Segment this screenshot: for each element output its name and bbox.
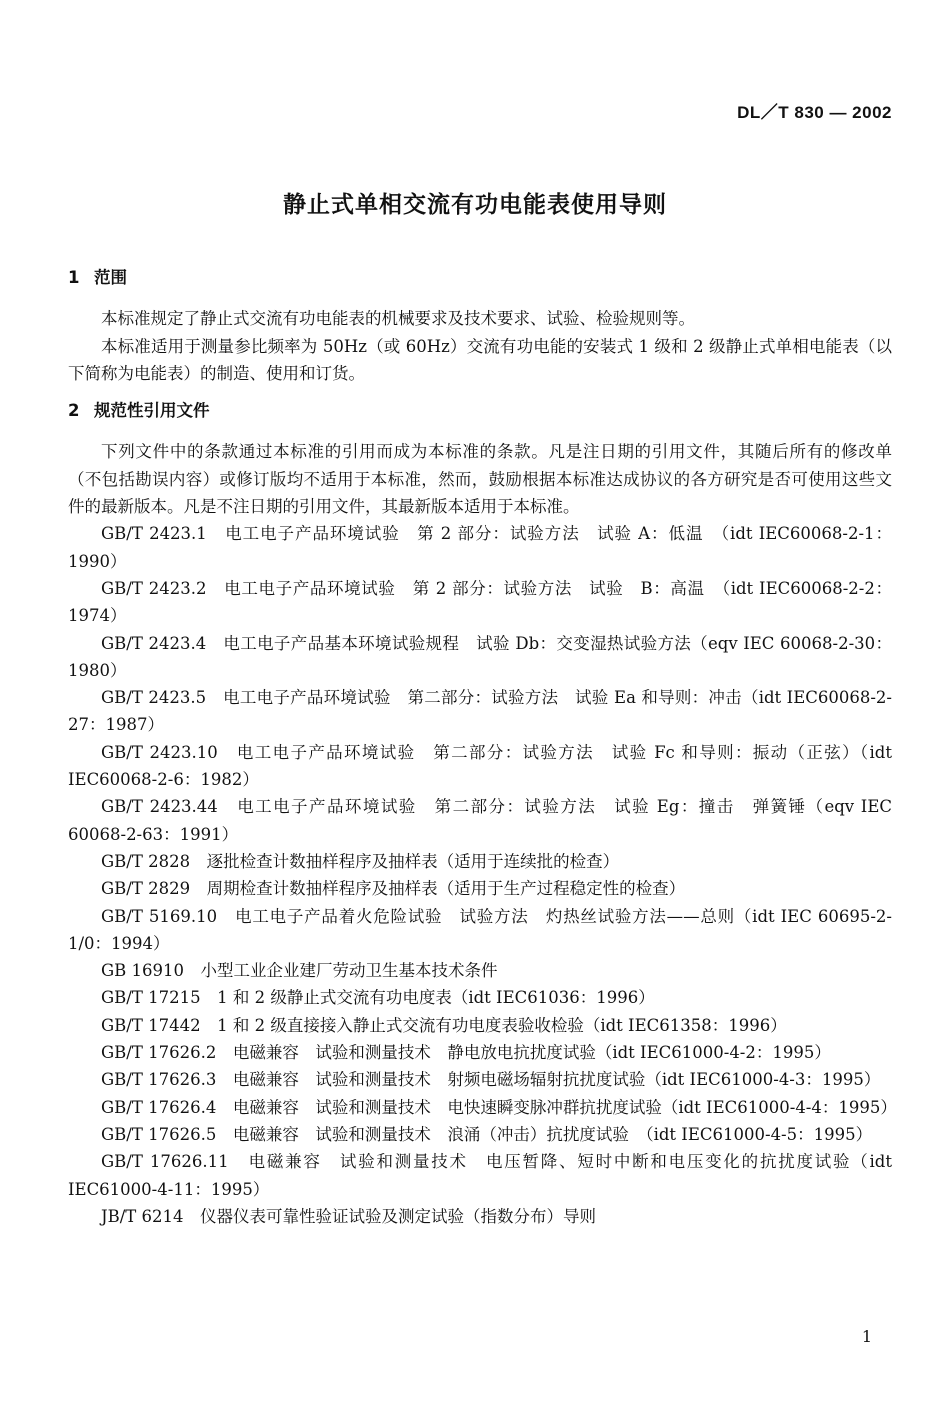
section-heading-normative-references [68, 397, 892, 424]
reference-item: GB/T 2828 逐批检查计数抽样程序及抽样表（适用于连续批的检查） [101, 851, 620, 871]
paragraph: 本标准规定了静止式交流有功电能表的机械要求及技术要求、试验、检验规则等。 [101, 309, 695, 329]
reference-item: GB/T 2829 周期检查计数抽样程序及抽样表（适用于生产过程稳定性的检查） [101, 879, 686, 899]
paragraph: 下列文件中的条款通过本标准的引用而成为本标准的条款。凡是注日期的引用文件，其随后所有的修改单（不包括勘误内容）或修订版均不适用于本标准，然而，鼓励根据本标准达成协议的各方研究是否可使用这些文件的最新版本。凡是不注日期的引用文件，其最新版本适用于本标准。 [68, 442, 892, 517]
standard-number: DL／T 830 — 2002 [737, 103, 892, 122]
section-heading-scope [68, 264, 892, 291]
document-body [68, 264, 897, 1230]
reference-item: GB/T 2423.1 电工电子产品环境试验 第 2 部分：试验方法 试验 A：低温 （idt IEC60068-2-1：1990） [68, 524, 892, 571]
reference-item: GB 16910 小型工业企业建厂劳动卫生基本技术条件 [101, 961, 498, 981]
reference-item: GB/T 17626.5 电磁兼容 试验和测量技术 浪涌（冲击）抗扰度试验 （idt IEC61000-4-5：1995） [101, 1124, 873, 1144]
reference-item: GB/T 17626.2 电磁兼容 试验和测量技术 静电放电抗扰度试验（idt IEC61000-4-2：1995） [101, 1043, 831, 1063]
section-title: 规范性引用文件 [94, 401, 210, 421]
reference-item: GB/T 2423.10 电工电子产品环境试验 第二部分：试验方法 试验 Fc 和导则：振动（正弦）（idt IEC60068-2-6：1982） [68, 742, 892, 790]
reference-item: GB/T 2423.4 电工电子产品基本环境试验规程 试验 Db：交变湿热试验方法（eqv IEC 60068-2-30：1980） [68, 633, 892, 680]
section-number: 1 [68, 268, 80, 287]
reference-item: GB/T 2423.5 电工电子产品环境试验 第二部分：试验方法 试验 Ea 和导则：冲击（idt IEC60068-2-27：1987） [68, 688, 892, 735]
section-title: 范围 [94, 268, 127, 287]
reference-item: GB/T 17626.4 电磁兼容 试验和测量技术 电快速瞬变脉冲群抗扰度试验（idt IEC61000-4-4：1995） [101, 1097, 897, 1117]
reference-item: GB/T 17626.3 电磁兼容 试验和测量技术 射频电磁场辐射抗扰度试验（idt IEC61000-4-3：1995） [101, 1070, 881, 1090]
document-title: 静止式单相交流有功电能表使用导则 [283, 192, 667, 218]
reference-item: GB/T 17442 1 和 2 级直接接入静止式交流有功电度表验收检验（idt IEC61358：1996） [101, 1015, 787, 1035]
section-number: 2 [68, 401, 80, 421]
reference-item: GB/T 5169.10 电工电子产品着火危险试验 试验方法 灼热丝试验方法——总则（idt IEC 60695-2-1/0：1994） [68, 906, 892, 953]
reference-item: JB/T 6214 仪器仪表可靠性验证试验及测定试验（指数分布）导则 [101, 1206, 597, 1226]
page-number: 1 [861, 1327, 872, 1346]
reference-item: GB/T 17626.11 电磁兼容 试验和测量技术 电压暂降、短时中断和电压变化的抗扰度试验（idt IEC61000-4-11：1995） [68, 1152, 892, 1199]
paragraph: 本标准适用于测量参比频率为 50Hz（或 60Hz）交流有功电能的安装式 1 级和 2 级静止式单相电能表（以下简称为电能表）的制造、使用和订货。 [68, 336, 892, 383]
reference-item: GB/T 2423.44 电工电子产品环境试验 第二部分：试验方法 试验 Eg：撞击 弹簧锤（eqv IEC 60068-2-63：1991） [68, 797, 892, 844]
reference-item: GB/T 17215 1 和 2 级静止式交流有功电度表（idt IEC61036：1996） [101, 988, 655, 1008]
reference-item: GB/T 2423.2 电工电子产品环境试验 第 2 部分：试验方法 试验 B：高温 （idt IEC60068-2-2：1974） [68, 578, 892, 626]
